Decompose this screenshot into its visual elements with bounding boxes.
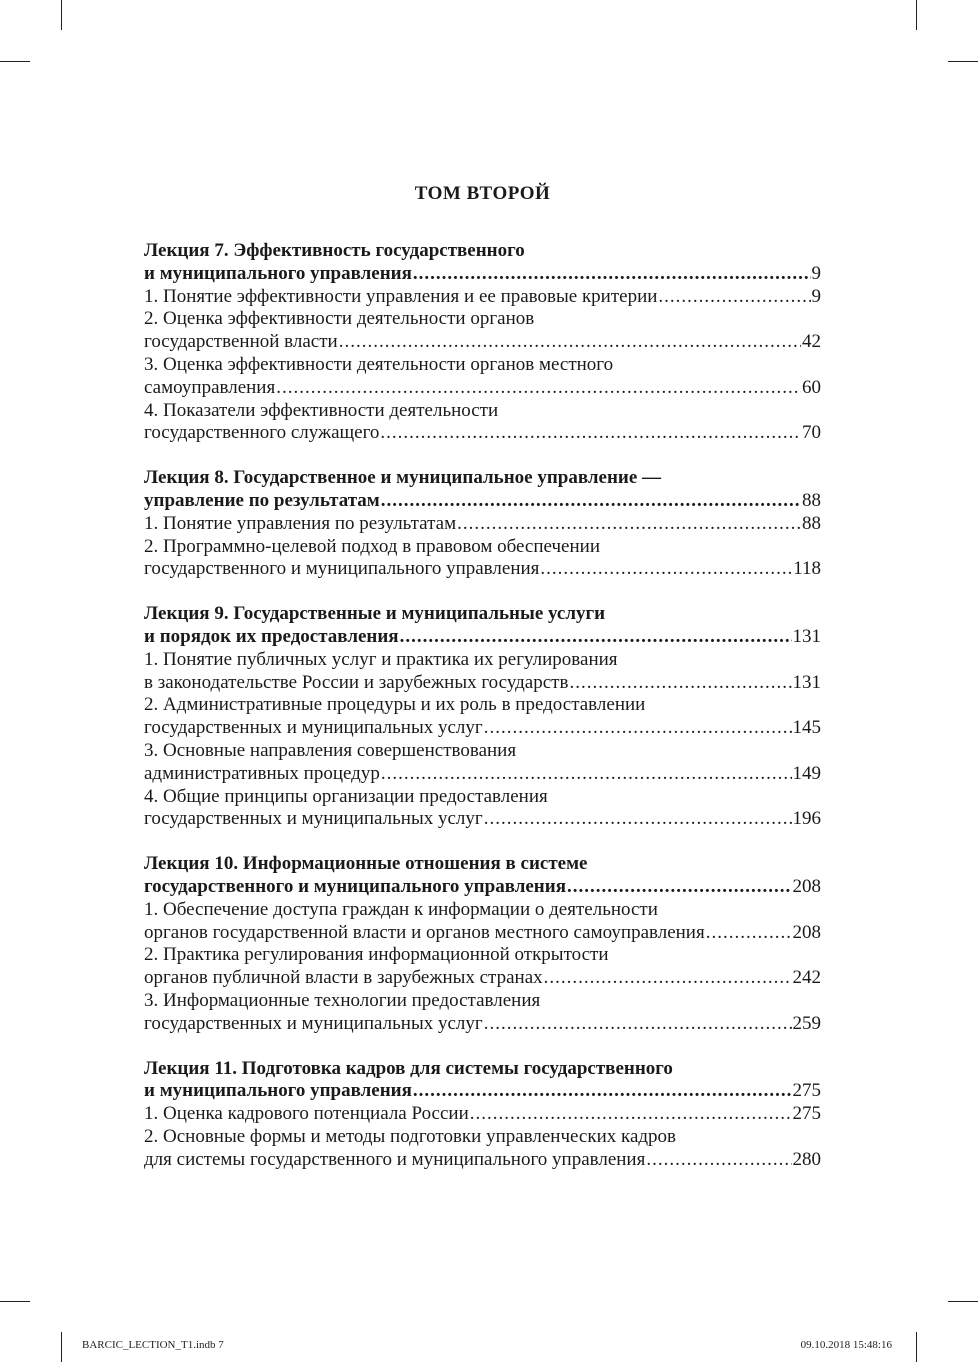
lecture-heading-text: Лекция 9. Государственные и муниципальные услуги xyxy=(144,603,606,625)
leader-dots xyxy=(658,286,810,309)
lecture-heading[interactable] xyxy=(144,876,821,899)
toc-section xyxy=(144,1058,821,1172)
lecture-heading-text: и муниципального управления xyxy=(144,262,412,284)
toc-entry-text: 2. Административные процедуры и их роль в предоставлении xyxy=(144,694,646,716)
toc-section xyxy=(144,853,821,1035)
toc-entry-text: 1. Понятие публичных услуг и практика их регулирования xyxy=(144,648,618,670)
page-number: 208 xyxy=(792,875,821,897)
toc-entry[interactable] xyxy=(144,740,821,763)
toc-entry[interactable] xyxy=(144,944,821,967)
toc-entry-text: 1. Понятие эффективности управления и ее правовые критерии xyxy=(144,285,658,307)
toc-entry-text: 2. Практика регулирования информационной открытости xyxy=(144,944,609,966)
leader-dots xyxy=(413,263,811,286)
crop-mark xyxy=(61,0,62,30)
lecture-heading-text: управление по результатам xyxy=(144,489,380,511)
toc-entry[interactable] xyxy=(144,286,821,309)
lecture-heading[interactable] xyxy=(144,853,821,876)
page-number: 131 xyxy=(792,671,821,693)
lecture-heading-text: Лекция 8. Государственное и муниципальное управление — xyxy=(144,467,662,489)
crop-mark xyxy=(61,1332,62,1362)
lecture-heading-text: Лекция 11. Подготовка кадров для системы государственного xyxy=(144,1057,673,1079)
toc-entry-text: 4. Общие принципы организации предоставления xyxy=(144,785,548,807)
toc-entry[interactable] xyxy=(144,899,821,922)
toc-entry-text: государственных и муниципальных услуг xyxy=(144,1012,483,1034)
leader-dots xyxy=(381,763,792,786)
table-of-contents xyxy=(144,240,821,1193)
page-number: 70 xyxy=(802,422,821,444)
page-number: 242 xyxy=(792,967,821,989)
toc-entry-text: государственного и муниципального управления xyxy=(144,558,540,580)
page-number: 275 xyxy=(792,1080,821,1102)
page-number: 88 xyxy=(802,489,821,511)
toc-entry[interactable] xyxy=(144,763,821,786)
page-number: 88 xyxy=(802,512,821,534)
toc-entry[interactable] xyxy=(144,990,821,1013)
leader-dots xyxy=(413,1080,792,1103)
lecture-heading[interactable] xyxy=(144,263,821,286)
toc-entry[interactable] xyxy=(144,808,821,831)
page-number: 9 xyxy=(811,285,821,307)
toc-entry[interactable] xyxy=(144,422,821,445)
toc-section xyxy=(144,467,821,581)
toc-entry-text: органов публичной власти в зарубежных странах xyxy=(144,967,543,989)
leader-dots xyxy=(540,558,792,581)
toc-entry-text: 1. Обеспечение доступа граждан к информации о деятельности xyxy=(144,898,658,920)
toc-entry-text: 3. Оценка эффективности деятельности органов местного xyxy=(144,353,614,375)
leader-dots xyxy=(567,876,792,899)
toc-entry[interactable] xyxy=(144,377,821,400)
crop-mark xyxy=(948,1301,978,1302)
leader-dots xyxy=(706,922,792,945)
leader-dots xyxy=(544,967,792,990)
lecture-heading-text: Лекция 10. Информационные отношения в системе xyxy=(144,853,588,875)
page-title: ТОМ ВТОРОЙ xyxy=(414,183,551,204)
lecture-heading-text: и порядок их предоставления xyxy=(144,625,399,647)
lecture-heading-text: Лекция 7. Эффективность государственного xyxy=(144,240,525,261)
toc-entry[interactable] xyxy=(144,558,821,581)
lecture-heading[interactable] xyxy=(144,1058,821,1081)
toc-entry[interactable] xyxy=(144,672,821,695)
page-number: 196 xyxy=(792,808,821,830)
lecture-heading[interactable] xyxy=(144,626,821,649)
leader-dots xyxy=(380,422,801,445)
toc-entry-text: государственных и муниципальных услуг xyxy=(144,808,483,830)
crop-mark xyxy=(916,0,917,30)
toc-entry-text: государственного служащего xyxy=(144,422,380,444)
lecture-heading[interactable] xyxy=(144,467,821,490)
page-number: 131 xyxy=(792,625,821,647)
leader-dots xyxy=(381,490,801,513)
page-number: 280 xyxy=(792,1148,821,1170)
toc-entry[interactable] xyxy=(144,922,821,945)
toc-entry-text: государственных и муниципальных услуг xyxy=(144,717,483,739)
lecture-heading[interactable] xyxy=(144,240,821,263)
toc-entry-text: органов государственной власти и органов местного самоуправления xyxy=(144,921,705,943)
leader-dots xyxy=(457,513,801,536)
lecture-heading[interactable] xyxy=(144,603,821,626)
footer-timestamp: 09.10.2018 15:48:16 xyxy=(800,1339,892,1351)
leader-dots xyxy=(470,1103,792,1126)
toc-entry[interactable] xyxy=(144,786,821,809)
page-number: 42 xyxy=(802,331,821,353)
leader-dots xyxy=(569,672,791,695)
page-number: 275 xyxy=(792,1103,821,1125)
crop-mark xyxy=(948,61,978,62)
crop-mark xyxy=(916,1332,917,1362)
toc-entry-text: 1. Оценка кадрового потенциала России xyxy=(144,1103,469,1125)
toc-entry[interactable] xyxy=(144,1013,821,1036)
crop-mark xyxy=(0,61,30,62)
toc-entry[interactable] xyxy=(144,354,821,377)
toc-entry[interactable] xyxy=(144,1149,821,1172)
toc-entry-text: 3. Основные направления совершенствования xyxy=(144,739,517,761)
toc-entry-text: 2. Оценка эффективности деятельности органов xyxy=(144,308,535,330)
toc-entry[interactable] xyxy=(144,717,821,740)
toc-entry-text: в законодательстве России и зарубежных государств xyxy=(144,671,569,693)
toc-section xyxy=(144,603,821,831)
toc-entry-text: 3. Информационные технологии предоставления xyxy=(144,989,541,1011)
toc-entry[interactable] xyxy=(144,400,821,423)
lecture-heading[interactable] xyxy=(144,1080,821,1103)
toc-entry-text: государственной власти xyxy=(144,331,338,353)
leader-dots xyxy=(484,717,792,740)
page-number: 259 xyxy=(792,1012,821,1034)
leader-dots xyxy=(339,331,801,354)
leader-dots xyxy=(484,808,792,831)
toc-entry[interactable] xyxy=(144,649,821,672)
toc-entry-text: 2. Основные формы и методы подготовки управленческих кадров xyxy=(144,1125,677,1147)
toc-entry[interactable] xyxy=(144,1126,821,1149)
toc-entry[interactable] xyxy=(144,513,821,536)
leader-dots xyxy=(484,1013,792,1036)
page-number: 208 xyxy=(792,921,821,943)
page-number: 149 xyxy=(792,762,821,784)
toc-entry-text: административных процедур xyxy=(144,762,380,784)
page-number: 60 xyxy=(802,376,821,398)
leader-dots xyxy=(646,1149,791,1172)
toc-entry[interactable] xyxy=(144,331,821,354)
toc-entry[interactable] xyxy=(144,536,821,559)
toc-entry[interactable] xyxy=(144,308,821,331)
toc-entry-text: для системы государственного и муниципального управления xyxy=(144,1148,646,1170)
toc-entry[interactable] xyxy=(144,967,821,990)
page-number: 118 xyxy=(793,558,821,580)
toc-section xyxy=(144,240,821,445)
toc-entry[interactable] xyxy=(144,694,821,717)
toc-entry[interactable] xyxy=(144,1103,821,1126)
page-number: 9 xyxy=(811,262,821,284)
leader-dots xyxy=(400,626,792,649)
toc-entry-text: 2. Программно-целевой подход в правовом обеспечении xyxy=(144,535,600,557)
toc-entry-text: самоуправления xyxy=(144,376,276,398)
lecture-heading-text: государственного и муниципального управления xyxy=(144,875,566,897)
lecture-heading[interactable] xyxy=(144,490,821,513)
footer-file: BARCIC_LECTION_T1.indb 7 xyxy=(82,1339,224,1351)
crop-mark xyxy=(0,1301,30,1302)
page-number: 145 xyxy=(792,717,821,739)
lecture-heading-text: и муниципального управления xyxy=(144,1080,412,1102)
toc-entry-text: 4. Показатели эффективности деятельности xyxy=(144,399,499,421)
toc-entry-text: 1. Понятие управления по результатам xyxy=(144,512,457,534)
leader-dots xyxy=(276,377,801,400)
